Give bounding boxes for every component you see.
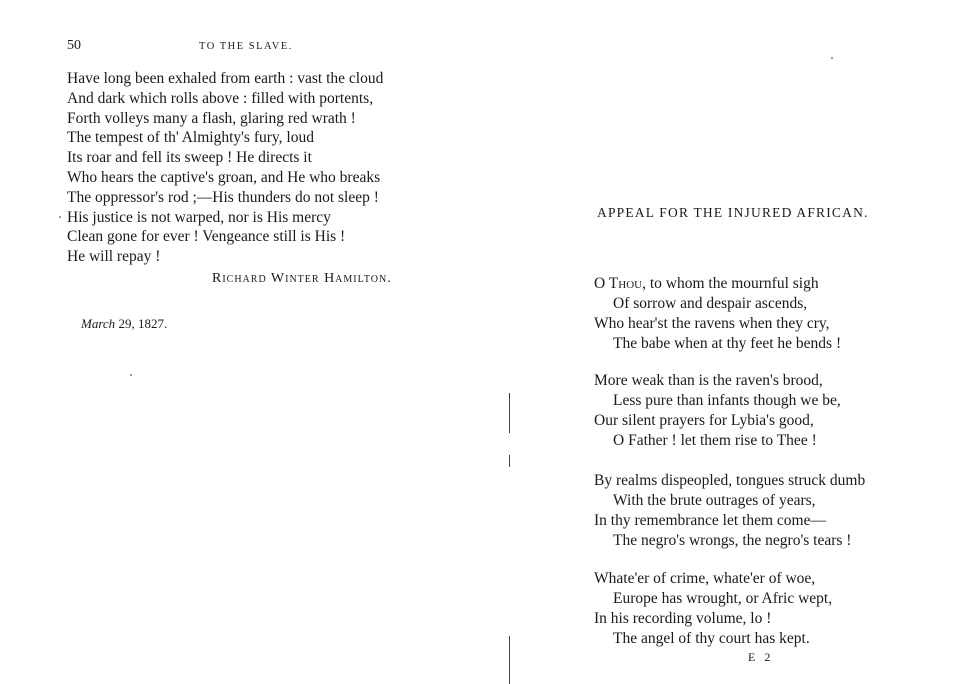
print-speck (831, 57, 833, 59)
poem-line: The tempest of th' Almighty's fury, loud (67, 129, 314, 147)
stanza-line: The angel of thy court has kept. (613, 630, 810, 647)
stanza-line: Of sorrow and despair ascends, (613, 295, 808, 312)
stanza (594, 471, 865, 551)
stanza-line: In his recording volume, lo ! (594, 610, 772, 627)
poem-line: Have long been exhaled from earth : vast the cloud (67, 70, 384, 87)
author-signature: Richard Winter Hamilton. (212, 271, 392, 286)
date-month: March (81, 316, 116, 331)
line-text: to whom the mournful sigh (645, 275, 819, 292)
opening-words: O Thou, (594, 275, 646, 292)
poem-line: Its roar and fell its sweep ! He directs it (67, 149, 312, 167)
poem-line: Forth volleys many a flash, glaring red wrath ! (67, 109, 356, 127)
stanza (594, 274, 841, 354)
poem-line: The oppressor's rod ;—His thunders do not sleep ! (67, 188, 379, 206)
stanza-line: By realms dispeopled, tongues struck dumb (594, 472, 866, 489)
print-speck (59, 216, 61, 218)
poem-line: Who hears the captive's groan, and He who breaks (67, 168, 381, 186)
stanza-line: Whate'er of crime, whate'er of woe, (594, 570, 816, 587)
stanza-line: The babe when at thy feet he bends ! (613, 335, 842, 352)
stanza-line: With the brute outrages of years, (613, 492, 816, 509)
signature-mark: E 2 (748, 650, 774, 664)
poem-date (81, 316, 167, 332)
stanza-line: The negro's wrongs, the negro's tears ! (613, 532, 852, 549)
print-speck (130, 374, 132, 376)
stanza-line: Europe has wrought, or Afric wept, (613, 590, 833, 607)
poem-line: His justice is not warped, nor is His mercy (67, 208, 331, 226)
poem-line: Clean gone for ever ! Vengeance still is His ! (67, 228, 346, 246)
poem-continuation (67, 69, 383, 267)
poem-line: He will repay ! (67, 248, 161, 266)
stanza (594, 569, 832, 649)
stanza-line: Our silent prayers for Lybia's good, (594, 412, 814, 429)
stanza-line: Who hear'st the ravens when they cry, (594, 315, 830, 332)
poem-line: And dark which rolls above : filled with portents, (67, 89, 374, 107)
stanza-line: O Father ! let them rise to Thee ! (613, 432, 817, 449)
running-head (67, 38, 293, 54)
stanza-line: Less pure than infants though we be, (613, 392, 841, 409)
date-day-year: 29, 1827. (118, 316, 168, 331)
stanza-line (594, 274, 841, 294)
stanza (594, 371, 841, 451)
stanza-line: More weak than is the raven's brood, (594, 372, 823, 389)
poem-title: APPEAL FOR THE INJURED AFRICAN. (597, 205, 869, 220)
stanza-line: In thy remembrance let them come— (594, 512, 826, 529)
running-title: TO THE SLAVE. (199, 41, 293, 52)
page-number: 50 (67, 38, 81, 53)
